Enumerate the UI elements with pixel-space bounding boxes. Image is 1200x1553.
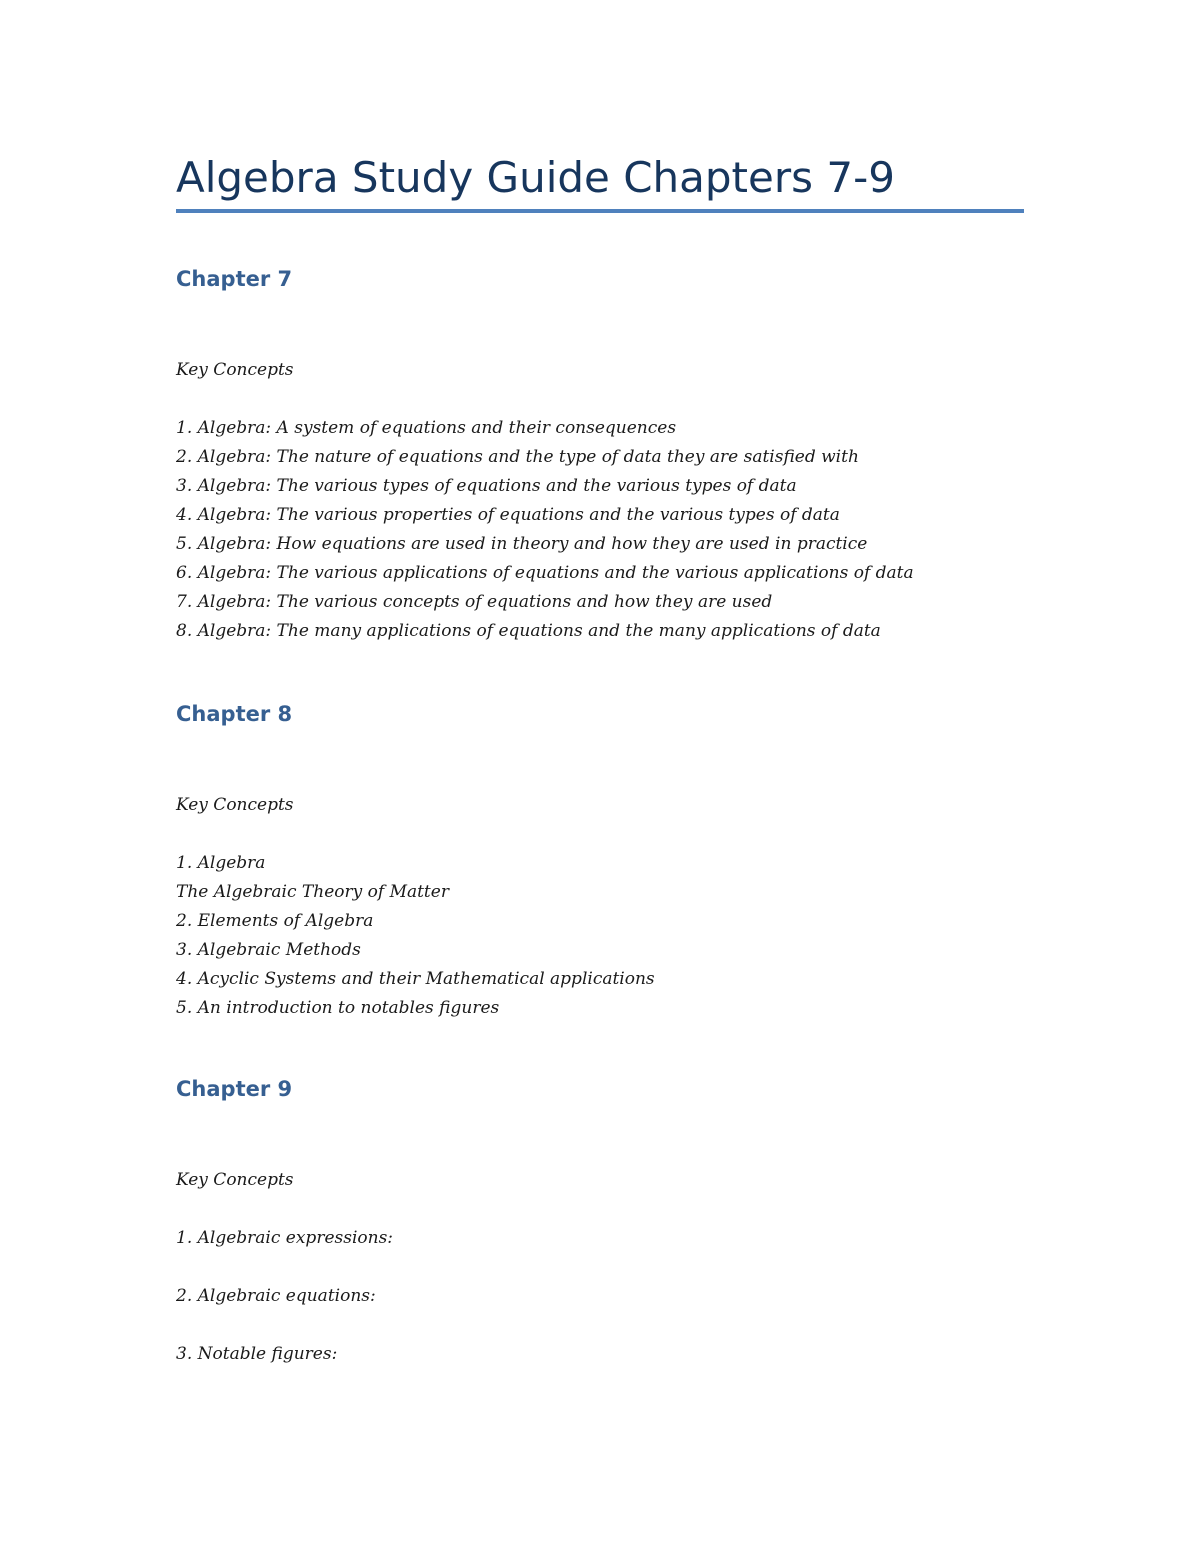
concept-item: 2. Algebraic equations: [176, 1286, 376, 1306]
concept-item: The Algebraic Theory of Matter [176, 882, 449, 902]
concept-item: 5. An introduction to notables figures [176, 998, 500, 1018]
concept-item: 3. Algebra: The various types of equations and the various types of data [176, 476, 797, 496]
key-concepts-label: Key Concepts [176, 360, 294, 380]
concept-item: 3. Algebraic Methods [176, 940, 361, 960]
concept-list [176, 849, 1024, 1023]
concept-item: 2. Elements of Algebra [176, 911, 374, 931]
concept-item: 5. Algebra: How equations are used in theory and how they are used in practice [176, 534, 868, 554]
chapter-heading: Chapter 7 [176, 267, 293, 291]
concept-item: 1. Algebraic expressions: [176, 1228, 394, 1248]
concept-item: 8. Algebra: The many applications of equations and the many applications of data [176, 621, 881, 641]
chapter-7-section [176, 264, 1024, 646]
concept-item: 1. Algebra: A system of equations and their consequences [176, 418, 677, 438]
document-title: Algebra Study Guide Chapters 7-9 [176, 153, 895, 202]
concept-item: 4. Algebra: The various properties of equations and the various types of data [176, 505, 840, 525]
title-underline-rule [176, 209, 1024, 213]
chapter-8-section [176, 699, 1024, 1023]
key-concepts-label: Key Concepts [176, 1170, 294, 1190]
concept-item: 2. Algebra: The nature of equations and the type of data they are satisfied with [176, 447, 859, 467]
concept-item: 6. Algebra: The various applications of equations and the various applications of data [176, 563, 914, 583]
chapter-heading: Chapter 8 [176, 702, 293, 726]
chapter-heading: Chapter 9 [176, 1077, 293, 1101]
concept-list [176, 1224, 1024, 1369]
concept-item: 3. Notable figures: [176, 1344, 338, 1364]
concept-list [176, 414, 1024, 646]
key-concepts-label: Key Concepts [176, 795, 294, 815]
concept-item: 7. Algebra: The various concepts of equations and how they are used [176, 592, 773, 612]
concept-item: 1. Algebra [176, 853, 266, 873]
chapter-9-section [176, 1074, 1024, 1398]
concept-item: 4. Acyclic Systems and their Mathematical applications [176, 969, 655, 989]
